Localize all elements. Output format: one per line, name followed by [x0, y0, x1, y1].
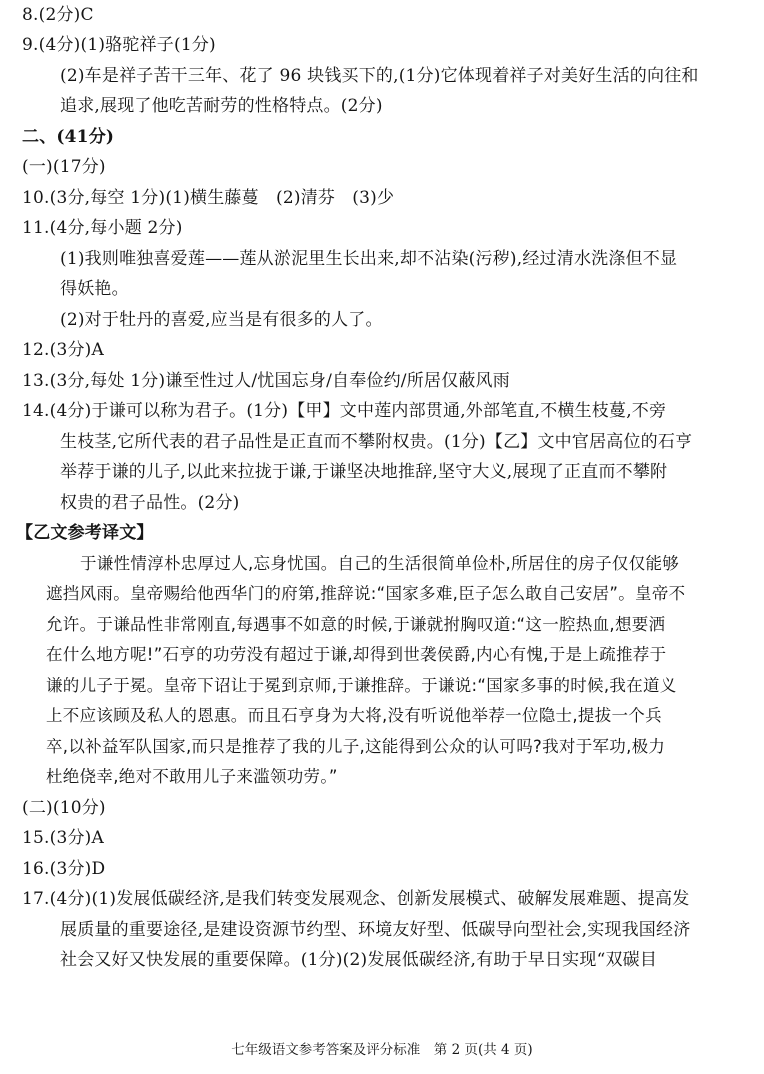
- translation-heading: 【乙文参考译文】: [16, 523, 154, 543]
- translation-line: 卒,以补益军队国家,而只是推荐了我的儿子,这能得到公众的认可吗?我对于军功,极力: [46, 737, 666, 756]
- answer-line: 17.(4分)(1)发展低碳经济,是我们转变发展观念、创新发展模式、破解发展难题、提高发: [22, 889, 690, 909]
- translation-line: 遮挡风雨。皇帝赐给他西华门的府第,推辞说:“国家多难,臣子怎么敢自己安居”。皇帝不: [46, 584, 686, 603]
- answer-line: 得妖艳。: [60, 279, 129, 299]
- answer-line: (2)对于牡丹的喜爱,应当是有很多的人了。: [60, 310, 383, 330]
- answer-line: 12.(3分)A: [22, 340, 104, 360]
- translation-line: 于谦性情淳朴忠厚过人,忘身忧国。自己的生活很简单俭朴,所居住的房子仅仅能够: [80, 554, 680, 573]
- answer-line: 13.(3分,每处 1分)谦至性过人/忧国忘身/自奉俭约/所居仅蔽风雨: [22, 371, 510, 391]
- answer-line: 社会又好又快发展的重要保障。(1分)(2)发展低碳经济,有助于早日实现“双碳目: [60, 950, 658, 970]
- translation-line: 允许。于谦品性非常刚直,每遇事不如意的时候,于谦就拊胸叹道:“这一腔热血,想要洒: [46, 615, 666, 634]
- answer-line: 追求,展现了他吃苦耐劳的性格特点。(2分): [60, 96, 383, 116]
- answer-line: 举荐于谦的儿子,以此来拉拢于谦,于谦坚决地推辞,坚守大义,展现了正直而不攀附: [60, 462, 668, 482]
- translation-line: 谦的儿子于冕。皇帝下诏让于冕到京师,于谦推辞。于谦说:“国家多事的时候,我在道义: [46, 676, 677, 695]
- subsection-heading: (一)(17分): [22, 157, 106, 177]
- answer-line: 11.(4分,每小题 2分): [22, 218, 183, 238]
- translation-line: 杜绝侥幸,绝对不敢用儿子来滥领功劳。”: [46, 767, 338, 786]
- answer-line: 8.(2分)C: [22, 5, 94, 25]
- answer-line: 生枝茎,它所代表的君子品性是正直而不攀附权贵。(1分)【乙】文中官居高位的石亨: [60, 432, 693, 452]
- answer-line: (1)我则唯独喜爱莲——莲从淤泥里生长出来,却不沾染(污秽),经过清水洗涤但不显: [60, 249, 678, 269]
- answer-line: 14.(4分)于谦可以称为君子。(1分)【甲】文中莲内部贯通,外部笔直,不横生枝蔓,不旁: [22, 401, 667, 421]
- answer-line: 16.(3分)D: [22, 859, 106, 879]
- answer-line: (2)车是祥子苦干三年、花了 96 块钱买下的,(1分)它体现着祥子对美好生活的向往和: [60, 66, 699, 86]
- answer-line: 10.(3分,每空 1分)(1)横生藤蔓 (2)清芬 (3)少: [22, 188, 395, 208]
- answer-line: 15.(3分)A: [22, 828, 104, 848]
- section-heading: 二、(41分): [22, 127, 115, 147]
- subsection-heading: (二)(10分): [22, 798, 106, 818]
- answer-line: 权贵的君子品性。(2分): [60, 493, 240, 513]
- answer-line: 展质量的重要途径,是建设资源节约型、环境友好型、低碳导向型社会,实现我国经济: [60, 920, 691, 940]
- translation-line: 在什么地方呢!”石亨的功劳没有超过于谦,却得到世袭侯爵,内心有愧,于是上疏推荐于: [46, 645, 667, 664]
- translation-line: 上不应该顾及私人的恩惠。而且石亨身为大将,没有听说他举荐一位隐士,提拔一个兵: [46, 706, 662, 725]
- page-footer: 七年级语文参考答案及评分标准 第 2 页(共 4 页): [231, 1042, 533, 1058]
- answer-line: 9.(4分)(1)骆驼祥子(1分): [22, 35, 216, 55]
